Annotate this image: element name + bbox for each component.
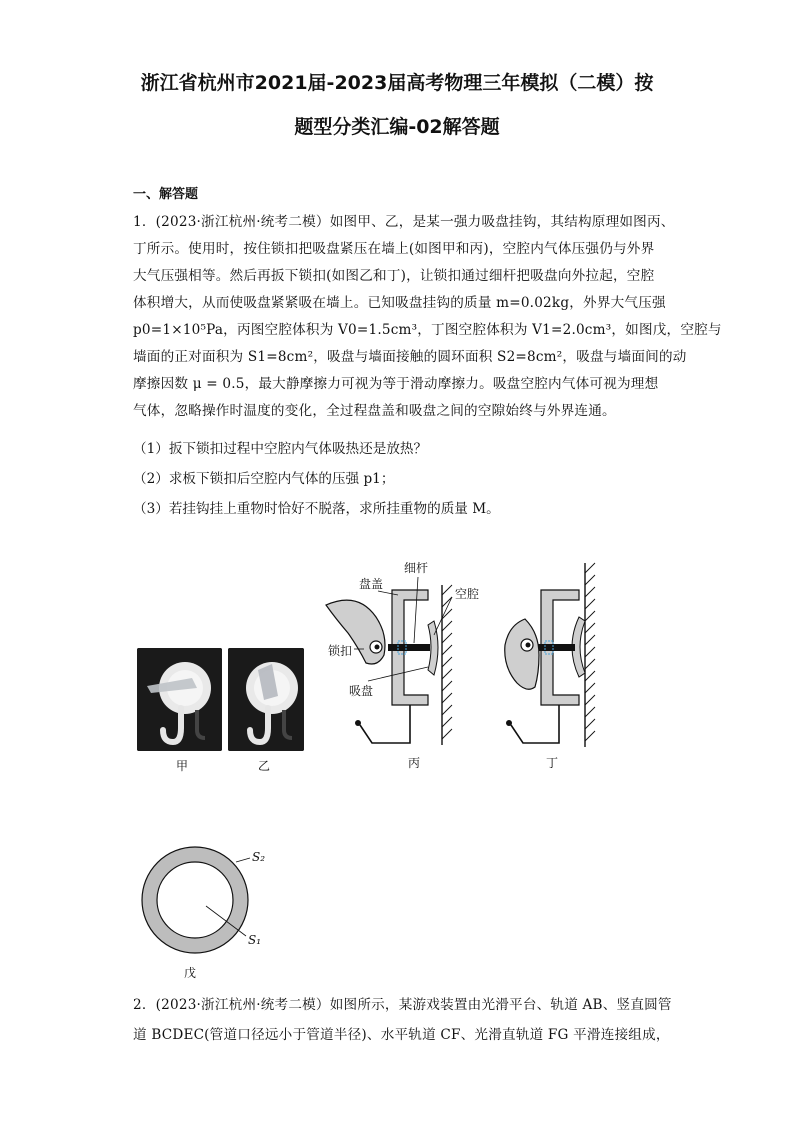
q1-line-1: 1．(2023·浙江杭州·统考二模）如图甲、乙，是某一强力吸盘挂钩，其结构原理如图丙、 [133,214,675,230]
label-s2: S₂ [252,850,266,864]
q2-line-1: 2．(2023·浙江杭州·统考二模）如图所示，某游戏装置由光滑平台、轨道 AB、竖直圆管 [133,997,672,1013]
caption-wu: 戊 [184,966,197,980]
q1-line-6: 墙面的正对面积为 S1=8cm²，吸盘与墙面接触的圆环面积 S2=8cm²，吸盘与墙面间的动 [133,349,687,365]
q1-subquestion-3: （3）若挂钩挂上重物时恰好不脱落，求所挂重物的质量 M。 [133,501,500,517]
label-s1: S₁ [248,933,262,947]
label-pangai: 盘盖 [359,577,384,591]
photo-jia [137,648,222,751]
q1-subquestion-1: （1）扳下锁扣过程中空腔内气体吸热还是放热？ [133,441,428,457]
q1-subquestion-2: （2）求板下锁扣后空腔内气体的压强 p1； [133,471,395,487]
hook-photo-illustration [137,648,222,751]
hook-photo-illustration [228,648,304,751]
caption-ding: 丁 [546,756,559,770]
label-kongqiang: 空腔 [455,587,480,601]
caption-bing: 丙 [408,756,421,770]
q1-line-4: 体积增大，从而使吸盘紧紧吸在墙上。已知吸盘挂钩的质量 m=0.02kg，外界大气压强 [133,295,666,311]
photo-yi [228,648,304,751]
section-heading: 一、解答题 [133,187,199,202]
label-xipan: 吸盘 [349,684,374,698]
q1-line-7: 摩擦因数 μ = 0.5，最大静摩擦力可视为等于滑动摩擦力。吸盘空腔内气体可视为理想 [133,376,659,392]
page-title-line-1: 浙江省杭州市2021届-2023届高考物理三年模拟（二模）按 [140,72,654,94]
diagram-ding [495,555,605,755]
q2-line-2: 道 BCDEC(管道口径远小于管道半径)、水平轨道 CF、光滑直轨道 FG 平滑连接组成， [133,1027,670,1043]
q1-line-8: 气体，忽略操作时温度的变化，全过程盘盖和吸盘之间的空隙始终与外界连通。 [133,403,616,419]
label-xigan: 细杆 [404,561,429,575]
q1-line-3: 大气压强相等。然后再扳下锁扣(如图乙和丁)，让锁扣通过细杆把吸盘向外拉起，空腔 [133,268,655,284]
page-title-line-2: 题型分类汇编-02解答题 [294,116,500,138]
caption-yi: 乙 [258,759,271,773]
caption-jia: 甲 [176,759,189,773]
q1-line-2: 丁所示。使用时，按住锁扣把吸盘紧压在墙上(如图甲和丙)，空腔内气体压强仍与外界 [133,241,655,257]
label-suokou: 锁扣 [328,644,353,658]
q1-line-5: p0=1×10⁵Pa，丙图空腔体积为 V0=1.5cm³，丁图空腔体积为 V1=2.0cm³，如图戊，空腔与 [133,322,722,338]
